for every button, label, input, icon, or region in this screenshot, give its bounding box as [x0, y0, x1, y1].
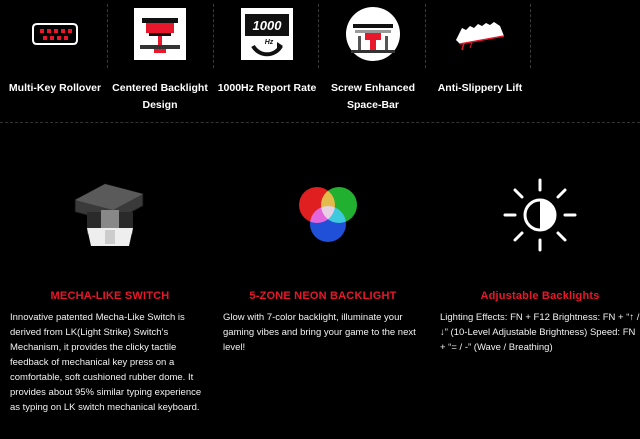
- detail-title: MECHA-LIKE SWITCH: [50, 290, 170, 302]
- report-rate-value: 1000: [252, 18, 282, 33]
- divider: [530, 4, 531, 68]
- detail-body: Lighting Effects: FN + F12 Brightness: FN + “↑ / ↓” (10-Level Adjustable Brightness) Speed: FN + “= / -” (Wave / Breathing): [440, 312, 640, 353]
- feature-label: 1000Hz Report Rate: [217, 82, 317, 94]
- detail-adjustable-backlights: [440, 160, 640, 430]
- detail-mecha-switch: [10, 160, 210, 430]
- feature-centered-backlight: [105, 0, 215, 122]
- feature-multi-key-rollover: [0, 0, 110, 122]
- feature-strip: [0, 0, 640, 122]
- feature-label: Centered Backlight Design: [112, 82, 208, 111]
- feature-anti-slippery-lift: [425, 0, 535, 122]
- detail-neon-backlight: [223, 160, 423, 430]
- brightness-icon: [495, 170, 585, 260]
- report-rate-icon: [239, 6, 295, 62]
- anti-slippery-lift-icon: [452, 6, 508, 62]
- centered-backlight-icon: [132, 6, 188, 62]
- screw-spacebar-icon: [345, 6, 401, 62]
- feature-report-rate: [212, 0, 322, 122]
- report-rate-unit: Hz: [264, 39, 274, 46]
- feature-label: Anti-Slippery Lift: [437, 82, 523, 94]
- detail-body: Innovative patented Mecha-Like Switch is derived from LK(Light Strike) Switch’s Mechanism, it provides the clicky tactile feedback of mechanical key press on a comfortable, soft cushioned rubber dome. It provides about 95% similar typing experience as typing on LK switch mechanical keyboard.: [10, 312, 202, 413]
- detail-body: Glow with 7-color backlight, illuminate your gaming vibes and bring your game to the next level!: [223, 312, 416, 353]
- feature-label: Screw Enhanced Space-Bar: [330, 82, 416, 111]
- section-divider: [0, 122, 640, 123]
- rgb-backlight-icon: [283, 170, 373, 260]
- detail-title: 5-ZONE NEON BACKLIGHT: [249, 290, 397, 302]
- mecha-switch-icon: [65, 170, 155, 260]
- feature-label: Multi-Key Rollover: [8, 82, 102, 94]
- detail-title: Adjustable Backlights: [480, 290, 600, 302]
- feature-screw-spacebar: [318, 0, 428, 122]
- keyboard-rollover-icon: [27, 6, 83, 62]
